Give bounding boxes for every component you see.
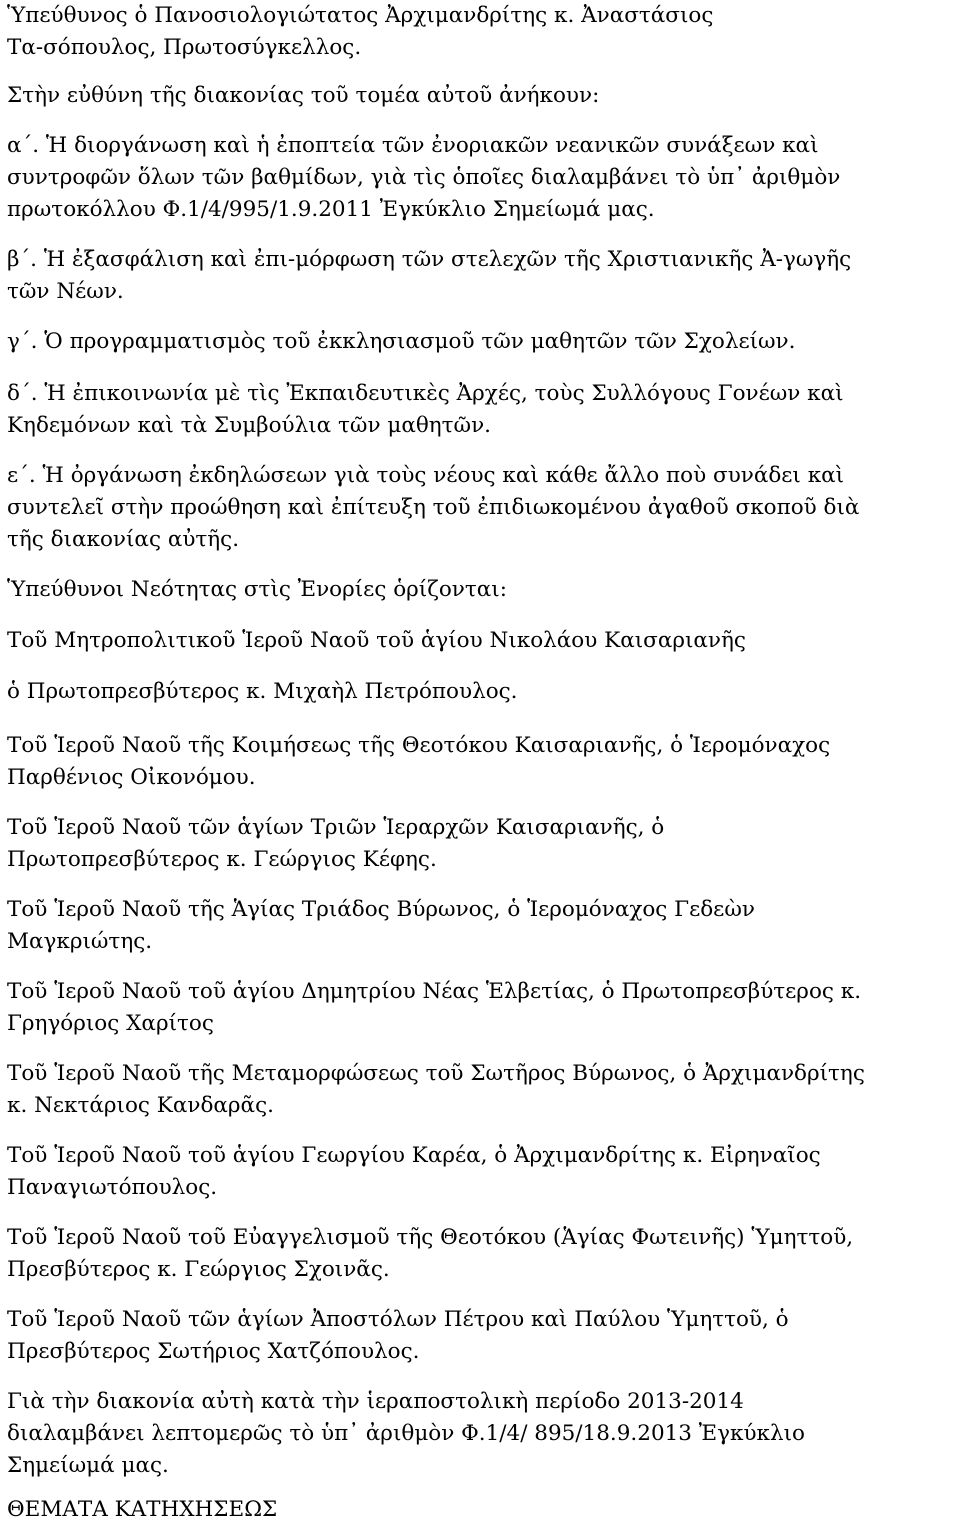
parish-entry bbox=[7, 730, 830, 794]
section-heading-text: ΘΕΜΑΤΑ ΚΑΤΗΧΗΣΕΩΣ bbox=[7, 1497, 278, 1522]
text-line: Τοῦ Ἱεροῦ Ναοῦ τῆς Μεταμορφώσεως τοῦ Σωτῆρος Βύρωνος, ὁ Ἀρχιμανδρίτης bbox=[7, 1061, 865, 1086]
circular-reference-paragraph bbox=[7, 1386, 805, 1482]
text-line: Τοῦ Ἱεροῦ Ναοῦ τοῦ Εὐαγγελισμοῦ τῆς Θεοτόκου (Ἁγίας Φωτεινῆς) Ὑμηττοῦ, bbox=[7, 1225, 854, 1250]
text-line: Σημείωμά μας. bbox=[7, 1453, 169, 1478]
text-line: Ὑπεύθυνος ὁ Πανοσιολογιώτατος Ἀρχιμανδρίτης κ. Ἀναστάσιος bbox=[7, 3, 714, 28]
text-line: Πρεσβύτερος κ. Γεώργιος Σχοινᾶς. bbox=[7, 1257, 390, 1282]
text-line: Τοῦ Ἱεροῦ Ναοῦ τῶν ἁγίων Τριῶν Ἱεραρχῶν Καισαριανῆς, ὁ bbox=[7, 815, 665, 840]
text-line: Τοῦ Ἱεροῦ Ναοῦ τῶν ἁγίων Ἀποστόλων Πέτρου καὶ Παύλου Ὑμηττοῦ, ὁ bbox=[7, 1307, 789, 1332]
item-delta bbox=[7, 378, 844, 442]
parish-entry bbox=[7, 894, 755, 958]
text-line: Πρωτοπρεσβύτερος κ. Γεώργιος Κέφης. bbox=[7, 847, 437, 872]
text-line: Τοῦ Ἱεροῦ Ναοῦ τοῦ ἁγίου Δημητρίου Νέας Ἑλβετίας, ὁ Πρωτοπρεσβύτερος κ. bbox=[7, 979, 862, 1004]
parish-entry bbox=[7, 1058, 865, 1122]
item-beta bbox=[7, 244, 851, 308]
text-line: Γρηγόριος Χαρίτος bbox=[7, 1011, 214, 1036]
text-line: ὁ Πρωτοπρεσβύτερος κ. Μιχαὴλ Πετρόπουλος. bbox=[7, 679, 518, 704]
text-line: κ. Νεκτάριος Κανδαρᾶς. bbox=[7, 1093, 274, 1118]
parish-entry bbox=[7, 976, 861, 1040]
text-line: Γιὰ τὴν διακονία αὐτὴ κατὰ τὴν ἱεραποστολικὴ περίοδο 2013-2014 bbox=[7, 1389, 744, 1414]
text-line: πρωτοκόλλου Φ.1/4/995/1.9.2011 Ἐγκύκλιο Σημείωμά μας. bbox=[7, 197, 655, 222]
text-line: Κηδεμόνων καὶ τὰ Συμβούλια τῶν μαθητῶν. bbox=[7, 413, 491, 438]
responsible-intro-paragraph bbox=[7, 0, 713, 64]
youth-leaders-heading bbox=[7, 574, 507, 606]
text-line: ε΄. Ἡ ὀργάνωση ἐκδηλώσεων γιὰ τοὺς νέους καὶ κάθε ἄλλο ποὺ συνάδει καὶ bbox=[7, 463, 845, 488]
item-alpha bbox=[7, 130, 840, 226]
parish-entry bbox=[7, 625, 746, 657]
parish-entry bbox=[7, 812, 664, 876]
section-heading bbox=[7, 1494, 277, 1526]
text-line: τῆς διακονίας αὐτῆς. bbox=[7, 527, 240, 552]
item-epsilon bbox=[7, 460, 859, 556]
text-line: διαλαμβάνει λεπτομερῶς τὸ ὑπ᾿ ἀριθμὸν Φ.1/4/ 895/18.9.2013 Ἐγκύκλιο bbox=[7, 1421, 805, 1446]
text-line: β΄. Ἡ ἐξασφάλιση καὶ ἐπι-μόρφωση τῶν στελεχῶν τῆς Χριστιανικῆς Ἀ-γωγῆς bbox=[7, 247, 852, 272]
text-line: α΄. Ἡ διοργάνωση καὶ ἡ ἐποπτεία τῶν ἐνοριακῶν νεανικῶν συνάξεων καὶ bbox=[7, 133, 819, 158]
item-gamma bbox=[7, 326, 795, 358]
text-line: Παναγιωτόπουλος. bbox=[7, 1175, 218, 1200]
text-line: συντελεῖ στὴν προώθηση καὶ ἐπίτευξη τοῦ ἐπιδιωκομένου ἀγαθοῦ σκοποῦ διὰ bbox=[7, 495, 860, 520]
text-line: δ΄. Ἡ ἐπικοινωνία μὲ τὶς Ἐκπαιδευτικὲς Ἀρχές, τοὺς Συλλόγους Γονέων καὶ bbox=[7, 381, 844, 406]
text-line: Τοῦ Ἱεροῦ Ναοῦ τῆς Ἁγίας Τριάδος Βύρωνος, ὁ Ἱερομόναχος Γεδεὼν bbox=[7, 897, 755, 922]
text-line: Παρθένιος Οἰκονόμου. bbox=[7, 765, 256, 790]
text-line: Πρεσβύτερος Σωτήριος Χατζόπουλος. bbox=[7, 1339, 420, 1364]
text-line: συντροφῶν ὅλων τῶν βαθμίδων, γιὰ τὶς ὁποῖες διαλαμβάνει τὸ ὑπ᾿ ἀριθμὸν bbox=[7, 165, 841, 190]
parish-entry bbox=[7, 1222, 853, 1286]
text-line: γ΄. Ὁ προγραμματισμὸς τοῦ ἐκκλησιασμοῦ τῶν μαθητῶν τῶν Σχολείων. bbox=[7, 329, 796, 354]
text-line: Τα-σόπουλος, Πρωτοσύγκελλος. bbox=[7, 35, 362, 60]
text-line: Ὑπεύθυνοι Νεότητας στὶς Ἐνορίες ὁρίζονται: bbox=[7, 577, 507, 602]
text-line: Τοῦ Μητροπολιτικοῦ Ἱεροῦ Ναοῦ τοῦ ἁγίου Νικολάου Καισαριανῆς bbox=[7, 628, 746, 653]
responsibilities-intro bbox=[7, 80, 599, 112]
text-line: Τοῦ Ἱεροῦ Ναοῦ τῆς Κοιμήσεως τῆς Θεοτόκου Καισαριανῆς, ὁ Ἱερομόναχος bbox=[7, 733, 831, 758]
text-line: Στὴν εὐθύνη τῆς διακονίας τοῦ τομέα αὐτοῦ ἀνήκουν: bbox=[7, 83, 600, 108]
parish-entry bbox=[7, 1304, 789, 1368]
parish-entry bbox=[7, 676, 518, 708]
text-line: τῶν Νέων. bbox=[7, 279, 124, 304]
text-line: Μαγκριώτης. bbox=[7, 929, 153, 954]
parish-entry bbox=[7, 1140, 821, 1204]
text-line: Τοῦ Ἱεροῦ Ναοῦ τοῦ ἁγίου Γεωργίου Καρέα, ὁ Ἀρχιμανδρίτης κ. Εἰρηναῖος bbox=[7, 1143, 821, 1168]
